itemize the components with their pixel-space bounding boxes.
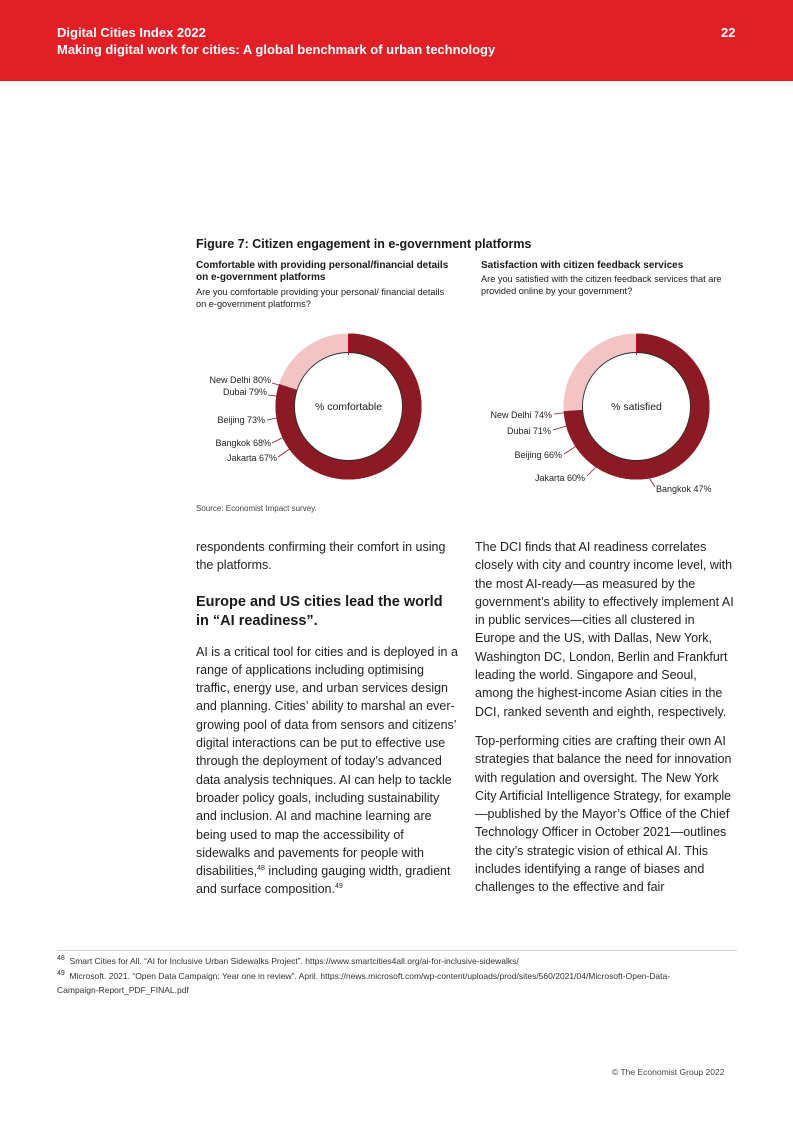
footnote-text: Microsoft. 2021. “Open Data Campaign: Year one in review”. April. https://news.microsoft.com/wp-content/uploads/prod/sites/560/2021/04/Microsoft-Open-Data-Campaign-Report_PDF_FINAL.pdf [57,971,671,995]
donut-label-beijing: Beijing 73% [217,415,265,425]
copyright: © The Economist Group 2022 [612,1067,725,1077]
left-chart-question: Are you comfortable providing your personal/ financial details on e-government platforms? [196,287,445,309]
donut-label-new-delhi: New Delhi 80% [209,375,271,385]
paragraph-text: AI is a critical tool for cities and is deployed in a range of applications including optimising traffic, energy use, and urban services design and planning. Cities’ ability to marshal an ever-growing pool of data from sensors and citizens’ digital interactions can be put to effective use through the deployment of today’s advanced data analysis techniques. AI can help to tackle broader policy goals, including sustainability and inclusion. AI and machine learning are being used to map the accessibility of sidewalks and pavements for people with disabilities, [196,644,458,879]
footnote-number: 49 [57,970,65,978]
paragraph: Top-performing cities are crafting their own AI strategies that balance the need for innovation with regulation and oversight. The New York City Artificial Intelligence Strategy, for example—published by the Mayor’s Office of the Chief Technology Officer in October 2021—outlines the city’s strategic vision of ethical AI. This includes identifying a range of biases and challenges to the effective and fair [475,733,732,895]
footnote-ref[interactable]: 49 [334,883,343,891]
donut-label-bangkok: Bangkok 68% [215,438,271,448]
page-number: 22 [721,25,736,40]
left-center-label: % comfortable [314,401,383,413]
body-column-right [475,538,735,908]
paragraph: The DCI finds that AI readiness correlates closely with city and country income level, with the most AI-ready—as measured by the government’s ability to effectively implement AI in public services—cities all clustered in Europe and the US, with Dallas, New York, Washington DC, London, Berlin and Frankfurt leading the world. Singapore and Seoul, among the highest-income Asian cities in the DCI, ranked seventh and eighth, respectively. [475,540,734,719]
footnote-ref[interactable]: 48 [257,865,265,872]
right-chart-question: Are you satisfied with the citizen feedback services that are provided online by your government? [481,274,722,296]
paragraph: respondents confirming their comfort in using the platforms. [196,540,446,573]
footnote-number: 48 [57,955,65,963]
right-chart-heading: Satisfaction with citizen feedback services [481,260,684,271]
paragraph [196,643,458,899]
footnote-divider [57,950,737,951]
report-subtitle: Making digital work for cities: A global benchmark of urban technology [57,42,496,57]
footnote-text: Smart Cities for All. “AI for Inclusive Urban Sidewalks Project”. https://www.smartcities4all.org/ai-for-inclusive-sidewalks/ [69,956,519,966]
donut-label-bangkok: Bangkok 47% [656,484,712,494]
leader-line [564,445,578,454]
chart-source: Source: Economist Impact survey. [196,504,317,513]
donut-label-beijing: Beijing 66% [514,450,562,460]
section-heading: Europe and US cities lead the world in “AI readiness”. [196,593,443,629]
footnote-48 [57,954,697,968]
donut-label-jakarta: Jakarta 67% [226,453,277,463]
donut-label-new-delhi: New Delhi 74% [490,410,552,420]
donut-label-dubai: Dubai 71% [506,426,551,436]
donut-label-dubai: Dubai 79% [222,387,267,397]
left-chart-heading: Comfortable with providing personal/financial details on e-government platforms [196,260,449,283]
footnote-49 [57,969,697,997]
figure-title: Figure 7: Citizen engagement in e-government platforms [196,237,532,251]
left-donut [209,334,421,480]
right-donut [490,334,711,495]
donut-label-jakarta: Jakarta 60% [534,473,585,483]
body-column-left [196,538,458,910]
right-center-label: % satisfied [611,401,662,413]
report-title: Digital Cities Index 2022 [57,25,206,40]
paragraph-text: including gauging width, gradient and surface composition. [196,864,451,897]
